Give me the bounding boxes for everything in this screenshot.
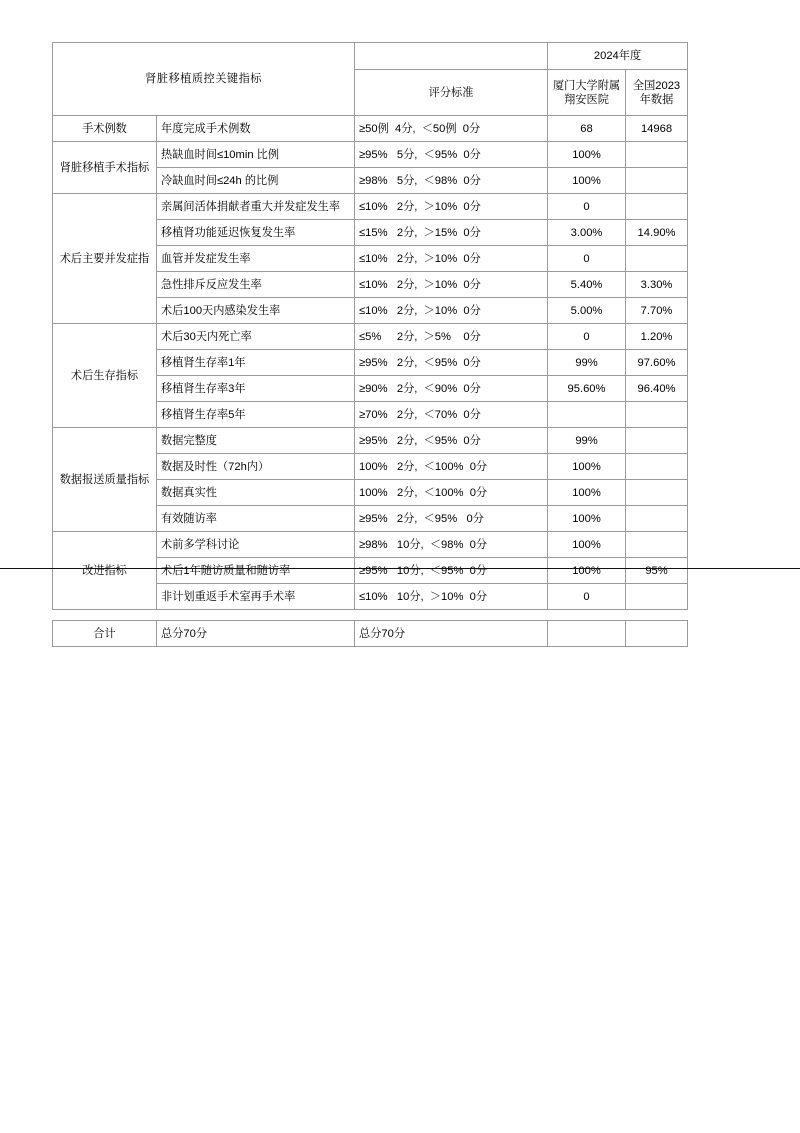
national-value-cell: 96.40% xyxy=(626,376,688,402)
group-label-cell: 数据报送质量指标 xyxy=(53,428,157,532)
table-row xyxy=(53,428,688,454)
header-national: 全国2023年数据 xyxy=(626,70,688,116)
national-value-cell xyxy=(626,480,688,506)
indicator-name-cell: 术后1年随访质量和随访率 xyxy=(157,558,355,584)
scoring-standard-cell: ≥50例 4分, ＜50例 0分 xyxy=(355,116,548,142)
scoring-standard-cell: ≥98% 5分, ＜98% 0分 xyxy=(355,168,548,194)
hospital-value-cell: 5.00% xyxy=(548,298,626,324)
national-value-cell xyxy=(626,194,688,220)
total-col4-cell xyxy=(548,621,626,647)
scoring-standard-cell: ≥95% 10分, ＜95% 0分 xyxy=(355,558,548,584)
scoring-standard-cell: ≤10% 2分, ＞10% 0分 xyxy=(355,298,548,324)
scoring-standard-cell: ≥90% 2分, ＜90% 0分 xyxy=(355,376,548,402)
total-label-cell: 合计 xyxy=(53,621,157,647)
indicator-name-cell: 急性排斥反应发生率 xyxy=(157,272,355,298)
table-header-row-1 xyxy=(53,43,688,70)
total-score-table xyxy=(52,620,688,647)
group-label-cell: 改进指标 xyxy=(53,532,157,610)
hospital-value-cell: 100% xyxy=(548,558,626,584)
indicator-name-cell: 移植肾生存率3年 xyxy=(157,376,355,402)
hospital-value-cell: 100% xyxy=(548,454,626,480)
header-blank-cell xyxy=(355,43,548,70)
indicator-name-cell: 血管并发症发生率 xyxy=(157,246,355,272)
indicator-name-cell: 非计划重返手术室再手术率 xyxy=(157,584,355,610)
scoring-standard-cell: ≥95% 2分, ＜95% 0分 xyxy=(355,506,548,532)
scoring-standard-cell: ≥70% 2分, ＜70% 0分 xyxy=(355,402,548,428)
group-label-cell: 术后主要并发症指 xyxy=(53,194,157,324)
kidney-transplant-kpi-table xyxy=(52,42,688,610)
hospital-value-cell: 95.60% xyxy=(548,376,626,402)
total-col2-cell: 总分70分 xyxy=(157,621,355,647)
kpi-table-body xyxy=(53,43,688,610)
national-value-cell xyxy=(626,506,688,532)
scoring-standard-cell: ≤5% 2分, ＞5% 0分 xyxy=(355,324,548,350)
national-value-cell: 1.20% xyxy=(626,324,688,350)
kpi-table-container xyxy=(52,42,687,610)
total-table-container xyxy=(52,620,687,647)
indicator-name-cell: 移植肾生存率1年 xyxy=(157,350,355,376)
national-value-cell xyxy=(626,454,688,480)
national-value-cell: 7.70% xyxy=(626,298,688,324)
national-value-cell xyxy=(626,402,688,428)
hospital-value-cell: 3.00% xyxy=(548,220,626,246)
total-row xyxy=(53,621,688,647)
scoring-standard-cell: ≤10% 2分, ＞10% 0分 xyxy=(355,246,548,272)
hospital-value-cell: 100% xyxy=(548,480,626,506)
indicator-name-cell: 冷缺血时间≤24h 的比例 xyxy=(157,168,355,194)
scoring-standard-cell: 100% 2分, ＜100% 0分 xyxy=(355,480,548,506)
table-row xyxy=(53,324,688,350)
national-value-cell: 14.90% xyxy=(626,220,688,246)
national-value-cell xyxy=(626,584,688,610)
national-value-cell: 95% xyxy=(626,558,688,584)
hospital-value-cell: 5.40% xyxy=(548,272,626,298)
indicator-name-cell: 数据完整度 xyxy=(157,428,355,454)
table-row xyxy=(53,116,688,142)
national-value-cell xyxy=(626,532,688,558)
hospital-value-cell: 100% xyxy=(548,168,626,194)
indicator-name-cell: 数据及时性（72h内） xyxy=(157,454,355,480)
indicator-name-cell: 移植肾功能延迟恢复发生率 xyxy=(157,220,355,246)
scoring-standard-cell: 100% 2分, ＜100% 0分 xyxy=(355,454,548,480)
table-title-cell: 肾脏移植质控关键指标 xyxy=(53,43,355,116)
scoring-standard-cell: ≤10% 2分, ＞10% 0分 xyxy=(355,194,548,220)
group-label-cell: 肾脏移植手术指标 xyxy=(53,142,157,194)
hospital-value-cell: 100% xyxy=(548,142,626,168)
national-value-cell xyxy=(626,168,688,194)
hospital-value-cell xyxy=(548,402,626,428)
national-value-cell xyxy=(626,428,688,454)
group-label-cell: 手术例数 xyxy=(53,116,157,142)
national-value-cell xyxy=(626,246,688,272)
hospital-value-cell: 100% xyxy=(548,506,626,532)
scoring-standard-cell: ≤10% 10分, ＞10% 0分 xyxy=(355,584,548,610)
header-hospital: 厦门大学附属翔安医院 xyxy=(548,70,626,116)
page-break-rule xyxy=(0,568,800,569)
hospital-value-cell: 99% xyxy=(548,428,626,454)
national-value-cell xyxy=(626,142,688,168)
group-label-cell: 术后生存指标 xyxy=(53,324,157,428)
indicator-name-cell: 年度完成手术例数 xyxy=(157,116,355,142)
hospital-value-cell: 100% xyxy=(548,532,626,558)
total-col5-cell xyxy=(626,621,688,647)
hospital-value-cell: 0 xyxy=(548,246,626,272)
scoring-standard-cell: ≥95% 2分, ＜95% 0分 xyxy=(355,428,548,454)
national-value-cell: 3.30% xyxy=(626,272,688,298)
indicator-name-cell: 术前多学科讨论 xyxy=(157,532,355,558)
national-value-cell: 97.60% xyxy=(626,350,688,376)
total-col3-cell: 总分70分 xyxy=(355,621,548,647)
indicator-name-cell: 亲属间活体捐献者重大并发症发生率 xyxy=(157,194,355,220)
national-value-cell: 14968 xyxy=(626,116,688,142)
table-row xyxy=(53,532,688,558)
header-year-span: 2024年度 xyxy=(548,43,688,70)
hospital-value-cell: 99% xyxy=(548,350,626,376)
indicator-name-cell: 术后30天内死亡率 xyxy=(157,324,355,350)
scoring-standard-cell: ≤15% 2分, ＞15% 0分 xyxy=(355,220,548,246)
hospital-value-cell: 68 xyxy=(548,116,626,142)
hospital-value-cell: 0 xyxy=(548,194,626,220)
scoring-standard-cell: ≥95% 5分, ＜95% 0分 xyxy=(355,142,548,168)
scoring-standard-cell: ≤10% 2分, ＞10% 0分 xyxy=(355,272,548,298)
indicator-name-cell: 术后100天内感染发生率 xyxy=(157,298,355,324)
scoring-standard-cell: ≥95% 2分, ＜95% 0分 xyxy=(355,350,548,376)
scoring-standard-cell: ≥98% 10分, ＜98% 0分 xyxy=(355,532,548,558)
table-row xyxy=(53,194,688,220)
hospital-value-cell: 0 xyxy=(548,324,626,350)
hospital-value-cell: 0 xyxy=(548,584,626,610)
table-row xyxy=(53,142,688,168)
header-standard: 评分标准 xyxy=(355,70,548,116)
indicator-name-cell: 数据真实性 xyxy=(157,480,355,506)
indicator-name-cell: 热缺血时间≤10min 比例 xyxy=(157,142,355,168)
indicator-name-cell: 有效随访率 xyxy=(157,506,355,532)
indicator-name-cell: 移植肾生存率5年 xyxy=(157,402,355,428)
